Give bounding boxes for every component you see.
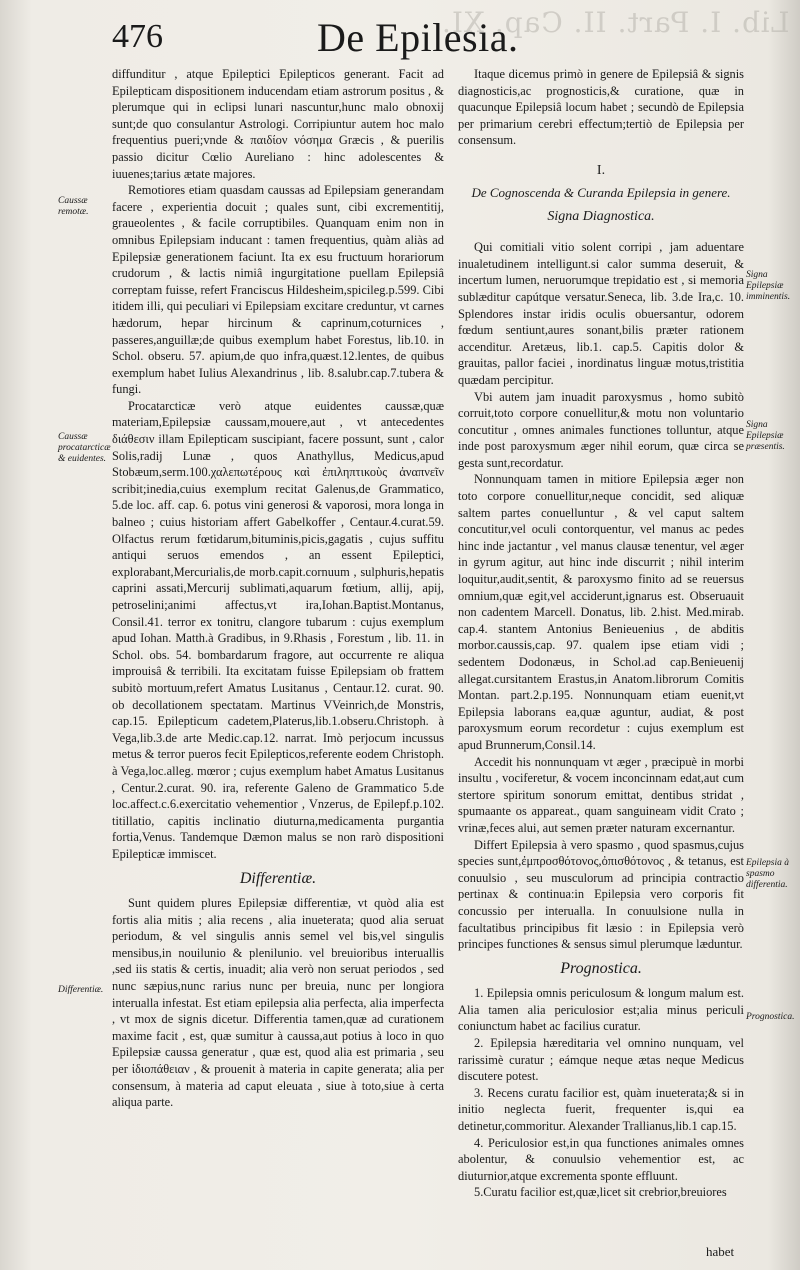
- section-heading-prognostica: Prognostica.: [560, 959, 642, 977]
- margin-note-signa-praesentis: Signa Epilepsiæ præsentis.: [746, 420, 785, 452]
- paragraph: Vbi autem jam inuadit paroxysmus , homo subitò corruit,toto corpore conuellitur,& motu non voluntario concutitur , omnes animales functiones tolluntur, atque inde post paroxysmum æger nihil eorum, quæ circa se gesta sunt,recordatur.: [458, 389, 744, 470]
- page-header: [112, 14, 672, 64]
- paragraph: diffunditur , atque Epileptici Epilepticos generant. Facit ad Epilepticam dispositionem inducendam etiam astrorum positus , & plerumque qui in eclipsi lunari nascuntur,hunc malo obnoxij sunt;de quo consulantur Astrologi. Corripiuntur autem hoc malo frequentius pueri;vnde & παιδίον νόσημα Græcis , & puerilis passio dicitur Cœlio Aureliano : hinc adolescentes & iuuenes;tarius ætate majores.: [112, 67, 444, 181]
- paragraph: Procatarcticæ verò atque euidentes caussæ,quæ materiam,Epilepsiæ caussam,mouere,aut , vt antecedentes διάθεσιν illam Epilepticam suscipiant, facere possunt, sunt , calor Solis,radij Lunæ , quos Anathyllus, Medicus,apud Stobæum,serm.100.χαλεπωτέρους καὶ ἐπιληπτικοὺς ἀναπνεῖν scribit;inedia,cuius exemplum recitat Galenus,de Grammatico, 5.de loc. aff. cap. 6. potus vini generosi & vaporosi, mora longa in balneo ; cuius historiam affert Gabelkoffer , Centaur.4.curat.59. Olfactus rerum fœtidarum,bituminis,picis,gagatis , cujus suffitu antiqui seruos emendos , an essent Epileptici, explorabant,Mercurialis,de morb.capit.cornuum , sulphuris,hepatis caprini assati,Mercurij sublimati,aquarum fœtium, allij, apij, petroselini;animi affectus,vt ira,Iohan.Baptist.Montanus, Consil.41. terror ex tonitru, clangore tubarum : cujus exemplum apud Iohan. Matth.à Gradibus, in 9.Rhasis , Forestum , lib. 11. in Schol. obs. 54. bombardarum fragore, aut occurrente re aliqua improuisâ & terribili. Ita excitatam fuisse Epilepsiam ob frattem subitò mortuum,refert Amatus Lusitanus , Centaur.12. curat. 90. ob decollationem spectatam. Martinus VVeinrich,de Monstris, cap.15. Epilepticum cadetem,Platerus,lib.1.obseru.Christoph. à Vega,lib.3.de arte Medic.cap.12. narrat. Imò perjocum incussus metus & terror pueros fecit Epilepticos,referente eodem Christoph. à Vega,loc.alleg. mœror ; cujus exemplum habet Amatus Lusitanus , Centur.2.curat. 90. ira, referente Galeno de Grammatico 5.de loc.affect.c.6.exercitatio vehementior , Vnzerus, de Epilepf.p.102. titillatio, capitis inclinatio diuturna,medicamenta purgantia fortia,Venus. Tandemque Dæmon malus se non rarò dispositioni Epilepticæ immiscet.: [112, 398, 444, 861]
- paragraph: Remotiores etiam quasdam caussas ad Epilepsiam generandam facere , experientia docuit ; quales sunt, cibi excrementitij, graueolentes , & facile corruptibiles. Quanquam enim non in omnibus Epilepsiam inducant : tamen frequentius, quàm aliàs ad Epilepsiæ generationem faciunt. Ita ex esu fructuum horariorum crudorum , & lactis nimiâ ingurgitatione puellam Epilepsiâ correptam fuisse, refert Franciscus Hildesheim,spicileg.p.599. Cibi itidem illi, qui peculiari vi Epilepsiam excitare creduntur, vt carnes hædorum, hepar hircinum & caprinum,coturnices , passeres,anguillæ;de quibus exemplum habet Forestus, lib.10. in Schol. obseru. 57. apium,de quo infra,quæst.12.lentes, de quibus exemplum habet Iulius Alexandrinus , lib. 8.salubr.cap.7.tubera & fungi.: [112, 183, 444, 397]
- bleed-through-text: Lib. I. Part. II. Cap. XI.: [441, 6, 790, 39]
- margin-note-differentiae: Differentiæ.: [58, 985, 104, 995]
- margin-note-epilepsia-a-spasmo: Epilepsia à spasmo differentia.: [746, 858, 790, 890]
- paragraph: Itaque dicemus primò in genere de Epilepsiâ & signis diagnosticis,ac prognosticis,& curatione, quæ in quacunque Epilepsiâ locum habet ; secundò de Epilepsia per primarium cerebri effectum;tertiò de Epilepsia per consensum.: [458, 67, 744, 148]
- numbered-item: 5.Curatu facilior est,quæ,licet sit crebrior,breuiores: [474, 1185, 727, 1200]
- right-column: [458, 66, 744, 1201]
- running-title: De Epilesia.: [317, 15, 519, 60]
- margin-note-signa-imminentis: Signa Epilepsiæ imminentis.: [746, 270, 791, 302]
- chapter-number: I.: [596, 162, 606, 178]
- numbered-item: 4. Periculosior est,in qua functiones animales omnes abolentur, & conuulsio vehementior est, ac diuturnior,atque excrementa sponte effluunt.: [458, 1135, 744, 1183]
- numbered-item: 3. Recens curatu facilior est, quàm inueterata;& si in initio neglecta fuerit, frequenter is,qui ea detinetur,commoritur. Alexander Trallianus,lib.1 cap.15.: [458, 1085, 744, 1134]
- paragraph: Qui comitiali vitio solent corripi , jam aduentare inualetudinem intelligunt.si calor summa deseruit, & incertum lumen, neruorumque trepidatio est , si memoria sublæditur capútque versatur.Seneca, lib. 3.de Ira,c. 10. Splendores instar iridis oculis obuersantur, odorem fœdum sentiunt,aures sonant,bilis præter rationem accenditur. Aretæus, lib.1. cap.5. Capitis dolor & grauitas, pallor faciei , inordinatus linguæ motus,tristitia quædam percipitur.: [458, 240, 744, 387]
- catchword: habet: [706, 1244, 735, 1259]
- section-heading-diagnostica: Signa Diagnostica.: [547, 208, 655, 224]
- margin-note-causae-procatarcticae: Caussæ procatarcticæ & euidentes.: [58, 432, 111, 464]
- page-number: 476: [112, 18, 163, 55]
- numbered-item: 1. Epilepsia omnis periculosum & longum malum est. Alia tamen alia periculosior est;alia minus periculi coniunctum habet ac facilius curatur.: [458, 986, 744, 1034]
- paragraph: Differt Epilepsia à vero spasmo , quod spasmus,cujus species sunt,ἐμπροσθότονος,ὀπισθότονος , & tetanus, est conuulsio , seu musculorum ad principia contractio pertinax & continua:in Epilepsia vero corporis fit concussio per interualla. In conuulsione nulla in facultatibus principibus fit læsio : in Epilepsia verò principes functiones & sensus simul plerumque læduntur.: [458, 837, 744, 952]
- section-heading-differentiae: Differentiæ.: [239, 869, 317, 887]
- left-column: [112, 66, 444, 1111]
- paragraph: Sunt quidem plures Epilepsiæ differentiæ, vt quòd alia est fortis alia mitis ; alia recens , alia inueterata; quod alia seruat periodum, & vel singulis annis semel vel bis,vel singulis mensibus,in nouilunio & plenilunio. vel breuioribus interuallis ,sed iis statis & certis, inuadit; alia verò non seruat periodos , sed nunc sæpius,nunc rarius nunc per breuia, nunc per longiora interualla infestat. Est etiam epilepsia alia perfecta, alia imperfecta , vt mox de signis dicetur. Differentia tamen,quæ ad curationem maxime facit , est, quæ sumitur à caussa,aut potius à loco in quo Epilepsiæ caussa generatur , quæ est, quod alia est primaria , seu per ἰδιοπάθειαν , & prouenit à materia in capite generata; alia per consensum, à materia ad caput eleuata , siue à toto,siue à certa aliqua parte.: [112, 896, 444, 1110]
- paragraph: Accedit his nonnunquam vt æger , præcipuè in morbi insultu , vociferetur, & vocem inconcinnam edat,aut cum stertore spiritum sonorum emittat, dentibus stridat , spumaante os appareat., quam sanguineam vidit Crato ; vrinæ,feces alui, aut semen præter naturam excernantur.: [458, 754, 744, 835]
- margin-note-prognostica: Prognostica.: [746, 1012, 795, 1022]
- numbered-item: 2. Epilepsia hæreditaria vel omnino nunquam, vel rarissimè curatur ; eámque neque ætas neque Medicus discutere potest.: [458, 1036, 744, 1084]
- chapter-subtitle: De Cognoscenda & Curanda Epilepsia in genere.: [471, 184, 731, 200]
- margin-note-causae-remotae: Caussæ remotæ.: [58, 196, 89, 217]
- paragraph: Nonnunquam tamen in mitiore Epilepsia æger non toto corpore conuellitur,neque concidit, sed aliquæ saltem partes conuelluntur , & vel caput saltem concutitur,vel oculi contorquentur, vel manus ac pedes hinc inde jactantur , vel manus clausæ tenentur, vel æger in gyrum agitur, aut hinc inde discurrit ; nihil interim loquitur,audit,sentit, & paroxysmo finito ad se reuersus omnium,quæ egit,vel acciderunt,ignarus est. Obseruauit non cadentem Marcell. Donatus, lib. 2.hist. Med.mirab. cap.4. stantem Antonius Benieuenius , de abditis morbor.caussis,cap. 97. qualem ipse etiam vidi ; sedentem Dodonæus, in Schol.ad cap.Benieuenij allegat.cursitantem Erastus,in Anatom.librorum Comitis Montan. part.2.p.195. Nonnunquam etiam euenit,vt Epilepsia laborans ea,quæ aguntur, audiat, & post paroxysmum eorum recordetur : cujus exemplum est apud Brunnerum,Consil.14.: [458, 472, 744, 752]
